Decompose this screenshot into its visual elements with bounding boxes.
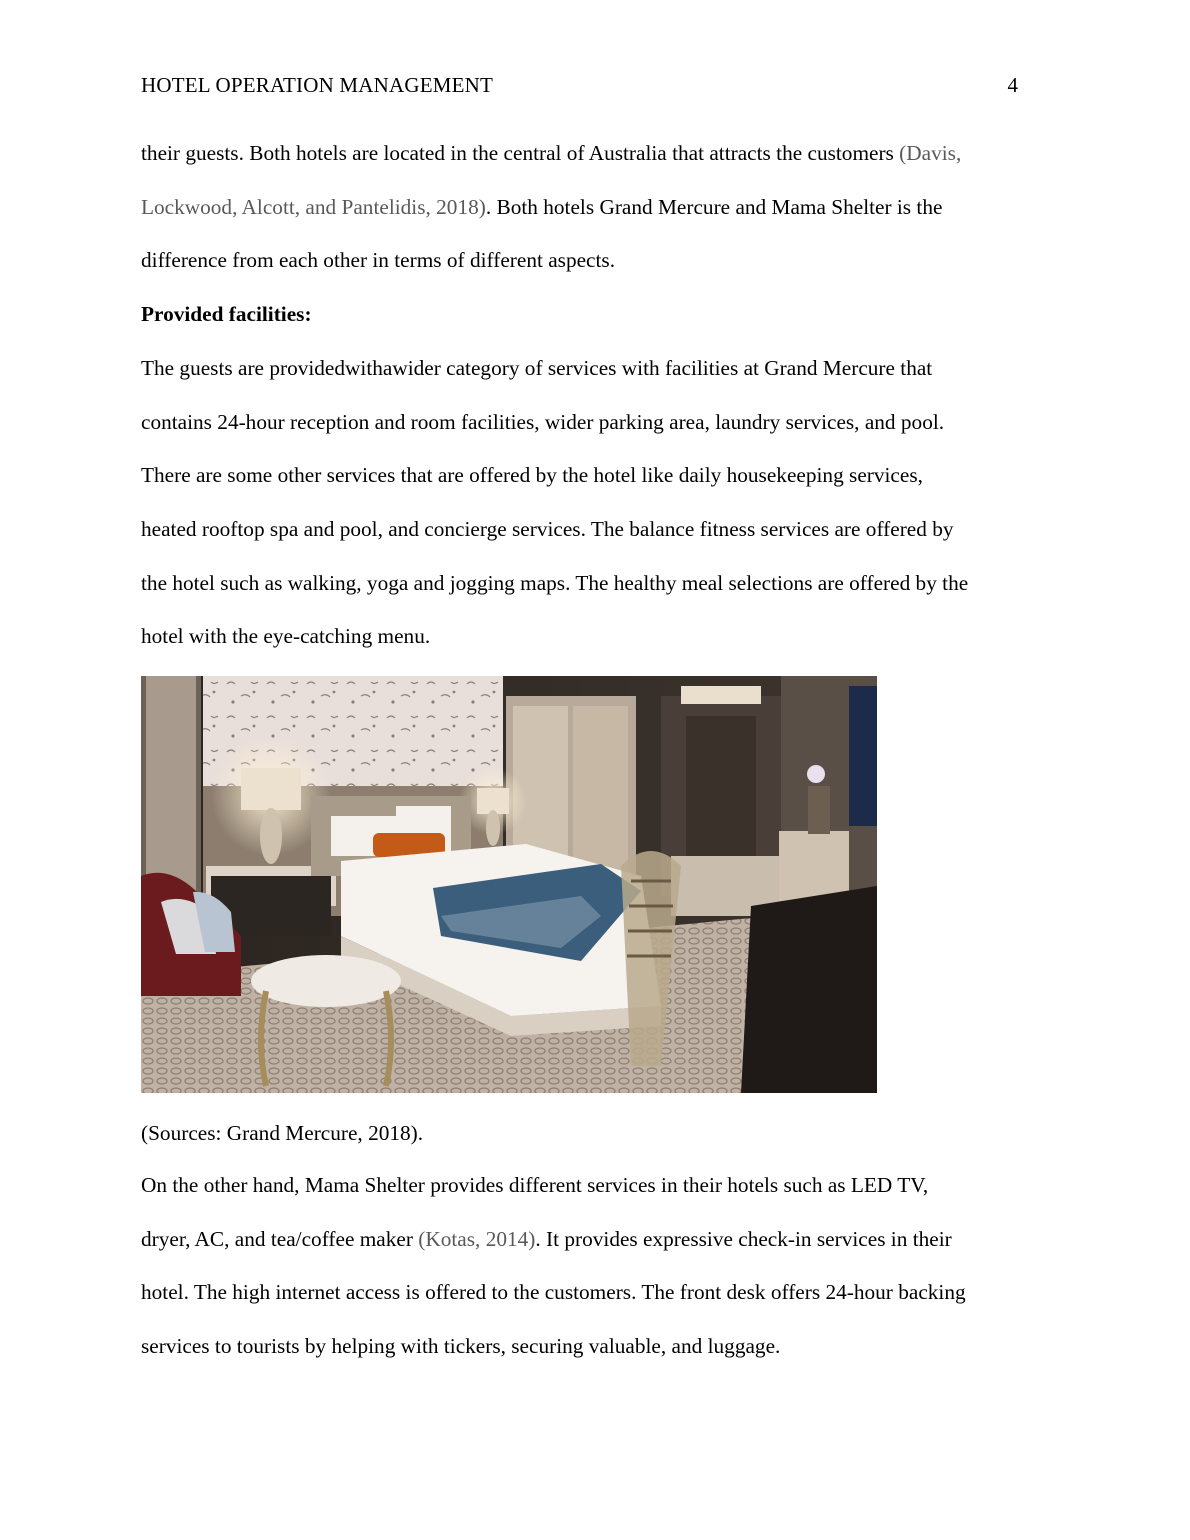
paragraph-line: heated rooftop spa and pool, and concierge services. The balance fitness services are offered by (141, 517, 954, 542)
page-number: 4 (1007, 73, 1018, 97)
paragraph-line: difference from each other in terms of different aspects. (141, 248, 616, 273)
hotel-room-image (141, 676, 877, 1093)
paragraph-line (141, 1213, 1051, 1267)
text-run: their guests. Both hotels are located in the central of Australia that attracts the customers (141, 141, 900, 165)
paragraph-line: the hotel such as walking, yoga and jogging maps. The healthy meal selections are offered by the (141, 570, 969, 595)
paragraph-line (141, 181, 1051, 235)
paragraph-line: The guests are providedwithawider category of services with facilities at Grand Mercure that (141, 356, 933, 380)
paragraph-line: hotel. The high internet access is offered to the customers. The front desk offers 24-hour backing (141, 1280, 966, 1305)
paragraph-line: On the other hand, Mama Shelter provides different services in their hotels such as LED TV, (141, 1173, 929, 1197)
running-header (141, 71, 1018, 99)
citation: (Kotas, 2014) (418, 1226, 536, 1251)
figure-caption: (Sources: Grand Mercure, 2018). (141, 1121, 424, 1145)
citation: Lockwood, Alcott, and Pantelidis, 2018) (141, 194, 486, 219)
paragraph-mama-shelter (141, 1159, 1051, 1374)
paragraph-facilities (141, 342, 1051, 664)
text-run: . Both hotels Grand Mercure and Mama Shelter is the (485, 194, 943, 219)
paragraph-line: services to tourists by helping with tickers, securing valuable, and luggage. (141, 1334, 781, 1359)
paragraph-line: There are some other services that are offered by the hotel like daily housekeeping services, (141, 463, 923, 488)
paragraph-line (141, 127, 1051, 181)
text-run: dryer, AC, and tea/coffee maker (141, 1226, 419, 1251)
citation: (Davis, (899, 141, 962, 165)
section-heading: Provided facilities: (141, 302, 312, 327)
text-run: . It provides expressive check-in services in their (535, 1226, 952, 1251)
paragraph-line: contains 24-hour reception and room facilities, wider parking area, laundry services, and pool. (141, 409, 945, 434)
running-title: HOTEL OPERATION MANAGEMENT (141, 73, 494, 97)
paragraph-intro (141, 127, 1051, 342)
paragraph-line: hotel with the eye-catching menu. (141, 624, 431, 649)
